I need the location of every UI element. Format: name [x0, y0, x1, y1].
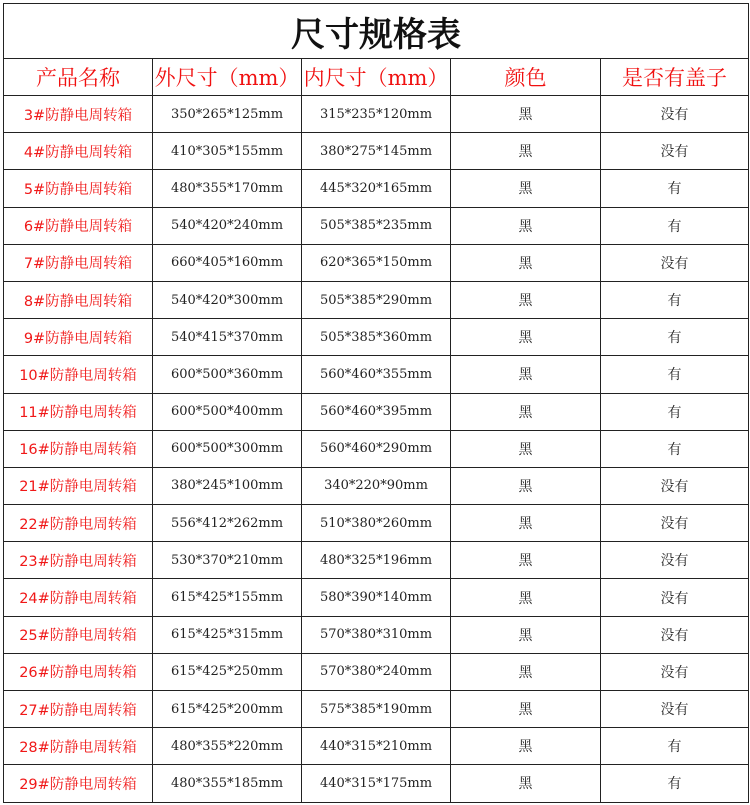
outer-size-cell: 530*370*210mm	[153, 542, 302, 579]
color-cell: 黑	[451, 282, 601, 319]
outer-size-cell: 540*415*370mm	[153, 319, 302, 356]
table-row	[4, 96, 749, 133]
product-name-cell: 24#防静电周转箱	[4, 579, 153, 616]
table-row	[4, 245, 749, 282]
product-name-cell: 21#防静电周转箱	[4, 468, 153, 505]
table-row	[4, 728, 749, 765]
outer-size-cell: 615*425*250mm	[153, 654, 302, 691]
outer-size-cell: 410*305*155mm	[153, 133, 302, 170]
table-row	[4, 208, 749, 245]
inner-size-cell: 560*460*290mm	[302, 431, 451, 468]
inner-size-cell: 620*365*150mm	[302, 245, 451, 282]
lid-cell: 没有	[601, 617, 749, 654]
color-cell: 黑	[451, 96, 601, 133]
outer-size-cell: 615*425*155mm	[153, 579, 302, 616]
outer-size-cell: 480*355*220mm	[153, 728, 302, 765]
lid-cell: 有	[601, 431, 749, 468]
table-row	[4, 468, 749, 505]
product-name-cell: 25#防静电周转箱	[4, 617, 153, 654]
inner-size-cell: 570*380*240mm	[302, 654, 451, 691]
outer-size-cell: 600*500*400mm	[153, 394, 302, 431]
product-name-cell: 27#防静电周转箱	[4, 691, 153, 728]
header-outer-size: 外尺寸（mm）	[153, 59, 302, 96]
table-row	[4, 356, 749, 393]
outer-size-cell: 600*500*300mm	[153, 431, 302, 468]
lid-cell: 没有	[601, 245, 749, 282]
lid-cell: 有	[601, 394, 749, 431]
outer-size-cell: 380*245*100mm	[153, 468, 302, 505]
lid-cell: 有	[601, 170, 749, 207]
lid-cell: 没有	[601, 542, 749, 579]
outer-size-cell: 615*425*315mm	[153, 617, 302, 654]
table-row	[4, 282, 749, 319]
header-has-lid: 是否有盖子	[601, 59, 749, 96]
lid-cell: 有	[601, 282, 749, 319]
outer-size-cell: 615*425*200mm	[153, 691, 302, 728]
outer-size-cell: 350*265*125mm	[153, 96, 302, 133]
table-row	[4, 505, 749, 542]
outer-size-cell: 660*405*160mm	[153, 245, 302, 282]
product-name-cell: 26#防静电周转箱	[4, 654, 153, 691]
product-name-cell: 3#防静电周转箱	[4, 96, 153, 133]
lid-cell: 有	[601, 728, 749, 765]
product-name-cell: 8#防静电周转箱	[4, 282, 153, 319]
inner-size-cell: 505*385*290mm	[302, 282, 451, 319]
table-row	[4, 170, 749, 207]
inner-size-cell: 440*315*210mm	[302, 728, 451, 765]
inner-size-cell: 505*385*360mm	[302, 319, 451, 356]
outer-size-cell: 600*500*360mm	[153, 356, 302, 393]
table-row	[4, 542, 749, 579]
table-row	[4, 765, 749, 802]
product-name-cell: 4#防静电周转箱	[4, 133, 153, 170]
color-cell: 黑	[451, 617, 601, 654]
color-cell: 黑	[451, 431, 601, 468]
inner-size-cell: 380*275*145mm	[302, 133, 451, 170]
color-cell: 黑	[451, 691, 601, 728]
color-cell: 黑	[451, 394, 601, 431]
product-name-cell: 6#防静电周转箱	[4, 208, 153, 245]
header-row	[4, 59, 749, 96]
inner-size-cell: 480*325*196mm	[302, 542, 451, 579]
table-row	[4, 579, 749, 616]
color-cell: 黑	[451, 208, 601, 245]
product-name-cell: 11#防静电周转箱	[4, 394, 153, 431]
color-cell: 黑	[451, 728, 601, 765]
color-cell: 黑	[451, 245, 601, 282]
color-cell: 黑	[451, 468, 601, 505]
inner-size-cell: 580*390*140mm	[302, 579, 451, 616]
table-row	[4, 654, 749, 691]
inner-size-cell: 315*235*120mm	[302, 96, 451, 133]
table-row	[4, 691, 749, 728]
table-row	[4, 133, 749, 170]
inner-size-cell: 440*315*175mm	[302, 765, 451, 802]
lid-cell: 没有	[601, 133, 749, 170]
lid-cell: 没有	[601, 579, 749, 616]
size-spec-table	[3, 3, 749, 803]
product-name-cell: 5#防静电周转箱	[4, 170, 153, 207]
table-row	[4, 394, 749, 431]
product-name-cell: 23#防静电周转箱	[4, 542, 153, 579]
lid-cell: 没有	[601, 468, 749, 505]
color-cell: 黑	[451, 319, 601, 356]
inner-size-cell: 575*385*190mm	[302, 691, 451, 728]
color-cell: 黑	[451, 133, 601, 170]
color-cell: 黑	[451, 579, 601, 616]
inner-size-cell: 570*380*310mm	[302, 617, 451, 654]
product-name-cell: 9#防静电周转箱	[4, 319, 153, 356]
header-color: 颜色	[451, 59, 601, 96]
inner-size-cell: 560*460*395mm	[302, 394, 451, 431]
color-cell: 黑	[451, 654, 601, 691]
inner-size-cell: 505*385*235mm	[302, 208, 451, 245]
inner-size-cell: 560*460*355mm	[302, 356, 451, 393]
product-name-cell: 29#防静电周转箱	[4, 765, 153, 802]
header-product-name: 产品名称	[4, 59, 153, 96]
color-cell: 黑	[451, 505, 601, 542]
outer-size-cell: 540*420*300mm	[153, 282, 302, 319]
outer-size-cell: 556*412*262mm	[153, 505, 302, 542]
product-name-cell: 28#防静电周转箱	[4, 728, 153, 765]
table-row	[4, 617, 749, 654]
color-cell: 黑	[451, 170, 601, 207]
table-row	[4, 431, 749, 468]
color-cell: 黑	[451, 542, 601, 579]
product-name-cell: 16#防静电周转箱	[4, 431, 153, 468]
table-title: 尺寸规格表	[4, 4, 749, 59]
lid-cell: 没有	[601, 96, 749, 133]
product-name-cell: 22#防静电周转箱	[4, 505, 153, 542]
lid-cell: 没有	[601, 654, 749, 691]
lid-cell: 没有	[601, 505, 749, 542]
lid-cell: 有	[601, 319, 749, 356]
outer-size-cell: 480*355*185mm	[153, 765, 302, 802]
inner-size-cell: 510*380*260mm	[302, 505, 451, 542]
lid-cell: 有	[601, 765, 749, 802]
outer-size-cell: 540*420*240mm	[153, 208, 302, 245]
lid-cell: 有	[601, 208, 749, 245]
lid-cell: 有	[601, 356, 749, 393]
inner-size-cell: 445*320*165mm	[302, 170, 451, 207]
product-name-cell: 7#防静电周转箱	[4, 245, 153, 282]
lid-cell: 没有	[601, 691, 749, 728]
header-inner-size: 内尺寸（mm）	[302, 59, 451, 96]
table-row	[4, 319, 749, 356]
outer-size-cell: 480*355*170mm	[153, 170, 302, 207]
color-cell: 黑	[451, 356, 601, 393]
product-name-cell: 10#防静电周转箱	[4, 356, 153, 393]
color-cell: 黑	[451, 765, 601, 802]
inner-size-cell: 340*220*90mm	[302, 468, 451, 505]
table-body	[4, 96, 749, 803]
